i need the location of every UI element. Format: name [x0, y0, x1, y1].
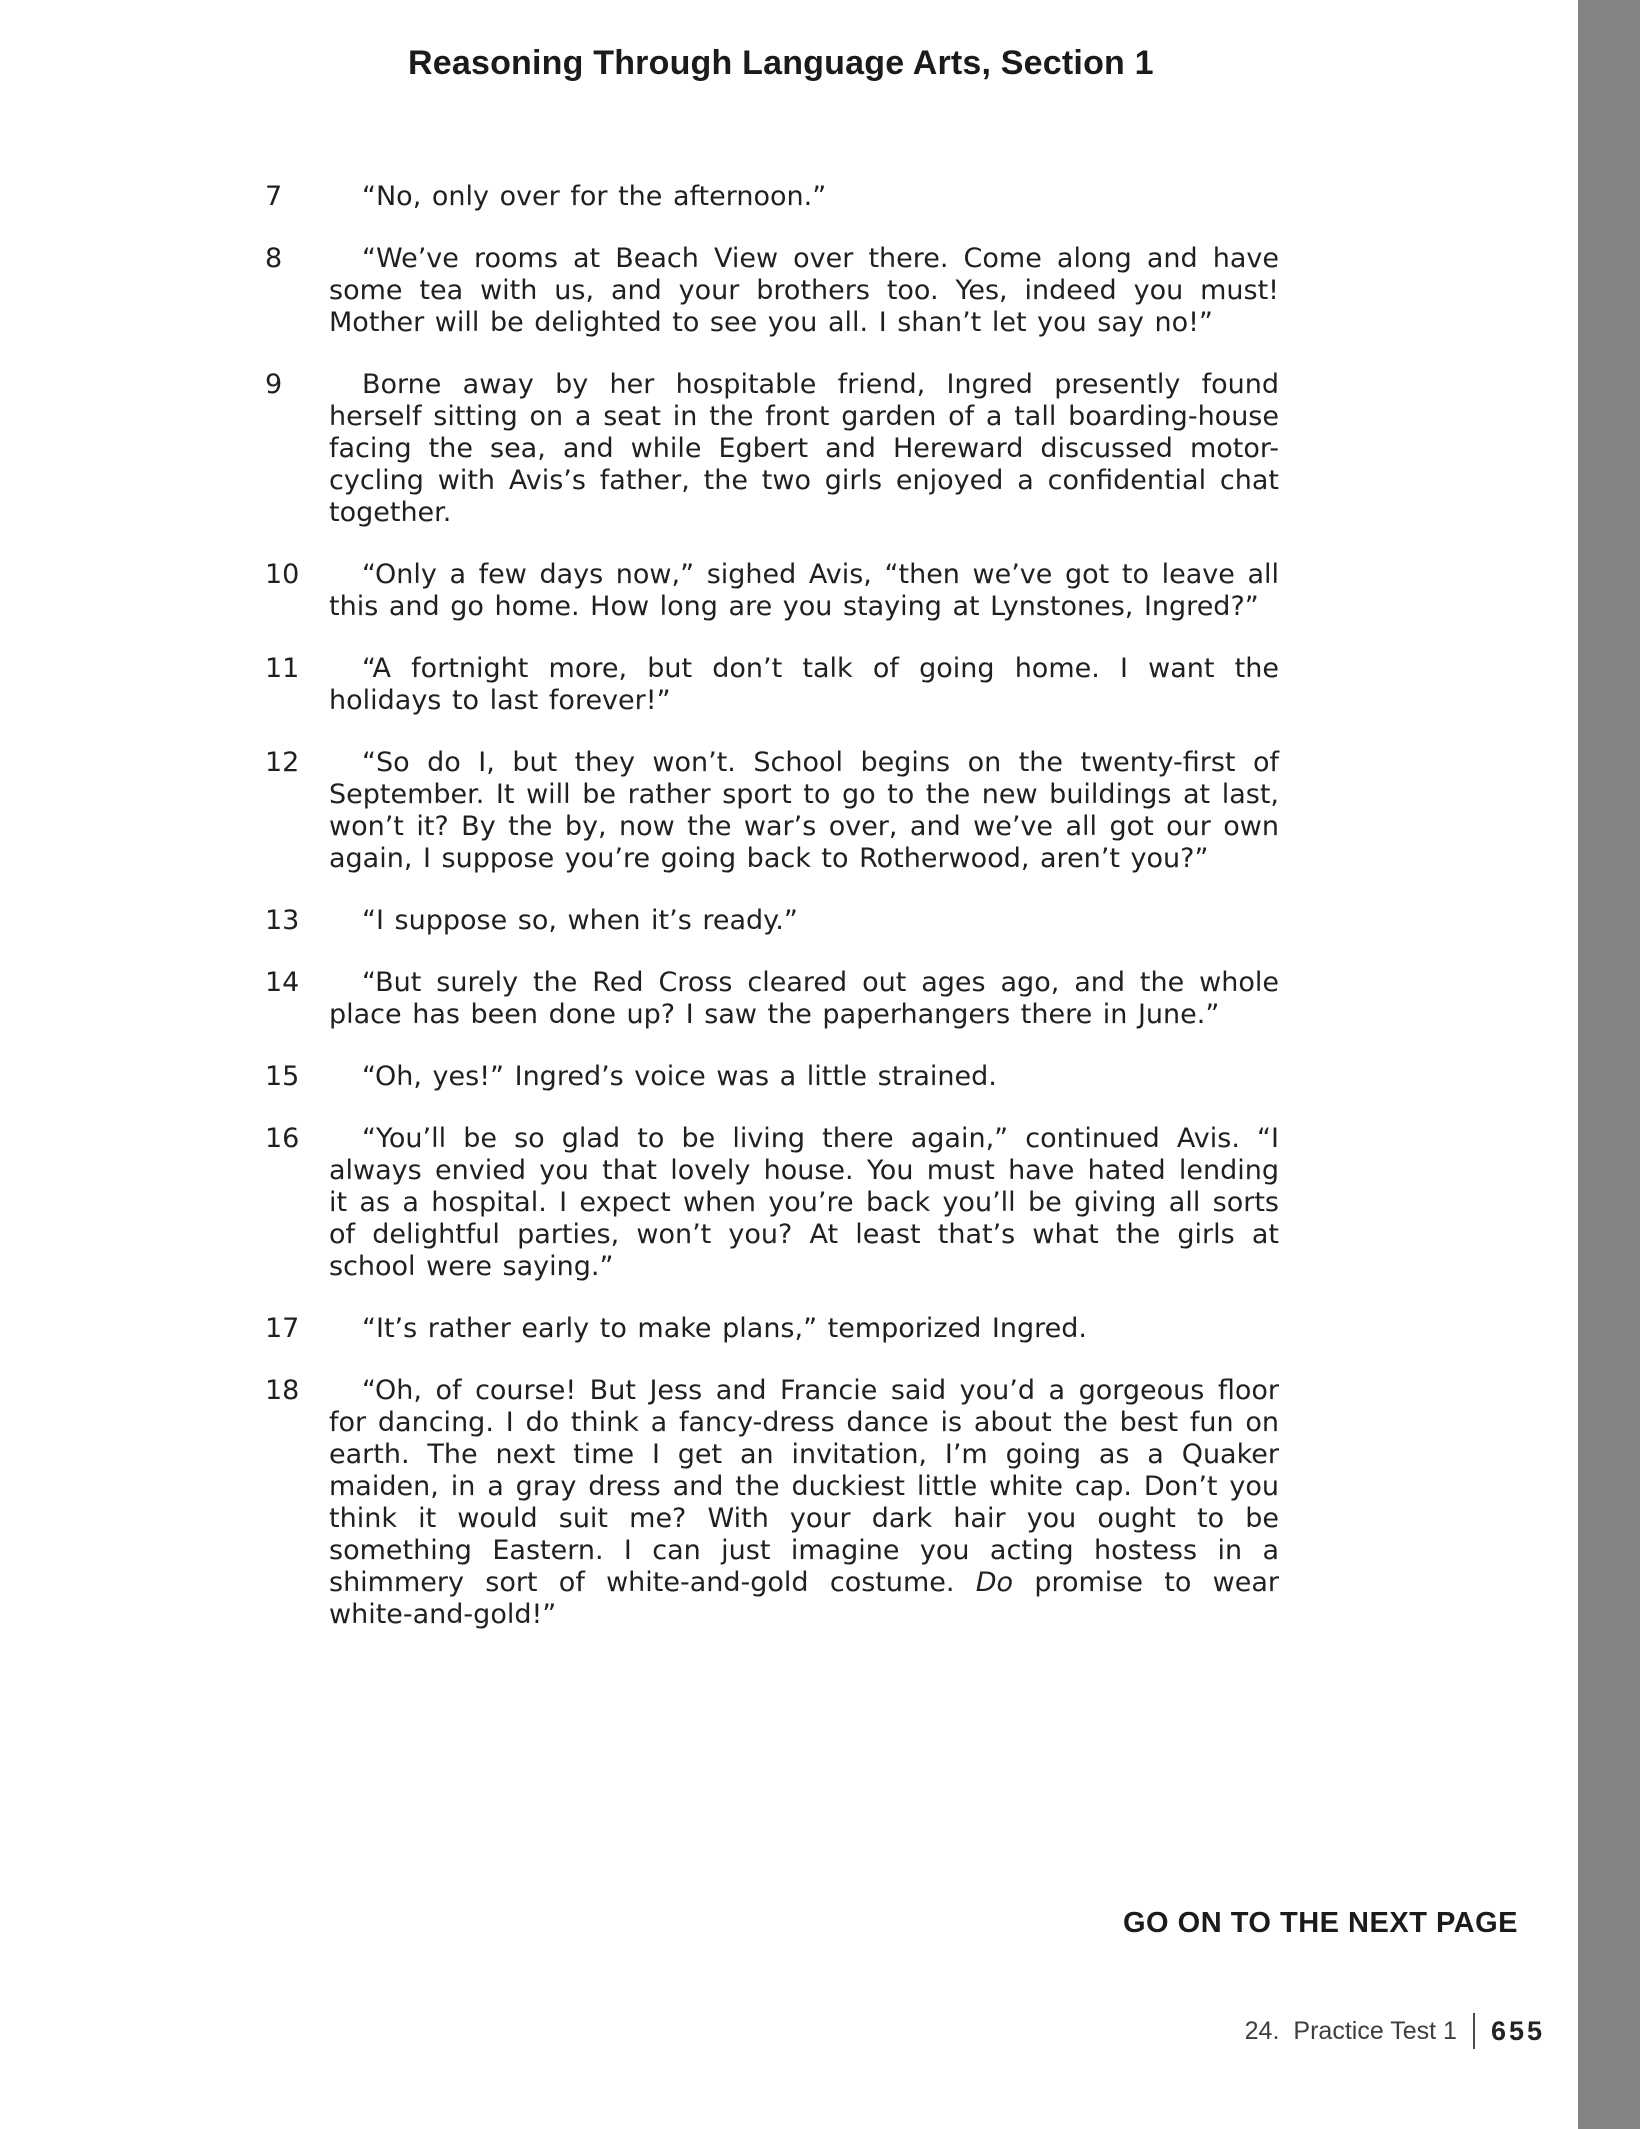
page-edge-tab [1578, 0, 1640, 2129]
paragraph-segment: promise to wear white-and-gold!” [329, 1567, 1279, 1630]
footer-divider [1473, 2013, 1475, 2049]
paragraph-number: 11 [265, 653, 300, 684]
paragraph-text [329, 967, 1279, 1031]
paragraph-segment: “So do I, but they won’t. School begins on the twenty-first of September. It will be rather sport to go to the new buildings at last, won’t it? By the by, now the war’s over, and we’ve all got our own again, I suppose you’re going back to Rotherwood, aren’t you?” [329, 747, 1279, 874]
paragraph-number: 15 [265, 1061, 300, 1092]
paragraph-text [329, 559, 1279, 623]
paragraph-segment: “You’ll be so glad to be living there again,” continued Avis. “I always envied you that lovely house. You must have hated lending it as a hospital. I expect when you’re back you’ll be giving all sorts of delightful parties, won’t you? At least that’s what the girls at school were saying.” [329, 1123, 1279, 1282]
paragraph-number: 18 [265, 1375, 300, 1406]
paragraph-segment: “Oh, of course! But Jess and Francie said you’d a gorgeous floor for dancing. I do think a fancy-dress dance is about the best fun on earth. The next time I get an invitation, I’m going as a Quaker maiden, in a gray dress and the duckiest little white cap. Don’t you think it would suit me? With your dark hair you ought to be something Eastern. I can just imagine you acting hostess in a shimmery sort of white-and-gold costume. [329, 1375, 1279, 1598]
paragraph-segment: “No, only over for the afternoon.” [362, 181, 827, 212]
footer-section-label: Practice Test 1 [1293, 2016, 1457, 2045]
paragraph-text [329, 181, 1279, 213]
paragraph-number: 7 [265, 181, 283, 212]
paragraph-number: 14 [265, 967, 300, 998]
paragraph-number: 13 [265, 905, 300, 936]
footer-chapter-number: 24. [1244, 2016, 1280, 2045]
paragraph-segment: “I suppose so, when it’s ready.” [362, 905, 798, 936]
go-on-notice: GO ON TO THE NEXT PAGE [1122, 1907, 1518, 1939]
passage-paragraph [265, 1061, 1279, 1093]
passage-paragraph [265, 1123, 1279, 1283]
passage-paragraph [265, 243, 1279, 339]
paragraph-number: 10 [265, 559, 300, 590]
passage-paragraph [265, 905, 1279, 937]
paragraph-text [329, 1375, 1279, 1631]
paragraph-text [329, 1313, 1279, 1345]
passage-paragraph [265, 1375, 1279, 1631]
footer-page-number: 655 [1490, 2015, 1545, 2046]
passage-paragraph [265, 1313, 1279, 1345]
paragraph-text [329, 243, 1279, 339]
paragraph-segment: “It’s rather early to make plans,” temporized Ingred. [362, 1313, 1087, 1344]
passage-paragraph [265, 559, 1279, 623]
paragraph-italic-segment: Do [975, 1567, 1014, 1598]
paragraph-text [329, 1061, 1279, 1093]
paragraph-segment: “But surely the Red Cross cleared out ages ago, and the whole place has been done up? I saw the paperhangers there in June.” [329, 967, 1279, 1030]
page-title: Reasoning Through Language Arts, Section 1 [408, 44, 1154, 82]
passage-paragraph [265, 653, 1279, 717]
paragraph-segment: “A fortnight more, but don’t talk of going home. I want the holidays to last forever!” [329, 653, 1279, 716]
passage [265, 181, 1279, 1631]
page-footer [1245, 2013, 1545, 2049]
paragraph-number: 8 [265, 243, 283, 274]
passage-paragraph [265, 181, 1279, 213]
paragraph-text [329, 653, 1279, 717]
paragraph-text [329, 905, 1279, 937]
paragraph-segment: “Only a few days now,” sighed Avis, “then we’ve got to leave all this and go home. How long are you staying at Lynstones, Ingred?” [329, 559, 1279, 622]
paragraph-segment: “Oh, yes!” Ingred’s voice was a little strained. [362, 1061, 997, 1092]
paragraph-text [329, 369, 1279, 529]
paragraph-number: 12 [265, 747, 300, 778]
paragraph-segment: Borne away by her hospitable friend, Ingred presently found herself sitting on a seat in the front garden of a tall boarding-house facing the sea, and while Egbert and Hereward discussed motor-cycling with Avis’s father, the two girls enjoyed a confidential chat together. [329, 369, 1279, 528]
passage-paragraph [265, 967, 1279, 1031]
passage-paragraph [265, 369, 1279, 529]
passage-paragraph [265, 747, 1279, 875]
paragraph-segment: “We’ve rooms at Beach View over there. Come along and have some tea with us, and your brothers too. Yes, indeed you must! Mother will be delighted to see you all. I shan’t let you say no!” [329, 243, 1279, 338]
paragraph-text [329, 747, 1279, 875]
paragraph-number: 9 [265, 369, 283, 400]
paragraph-number: 16 [265, 1123, 300, 1154]
paragraph-text [329, 1123, 1279, 1283]
paragraph-number: 17 [265, 1313, 300, 1344]
